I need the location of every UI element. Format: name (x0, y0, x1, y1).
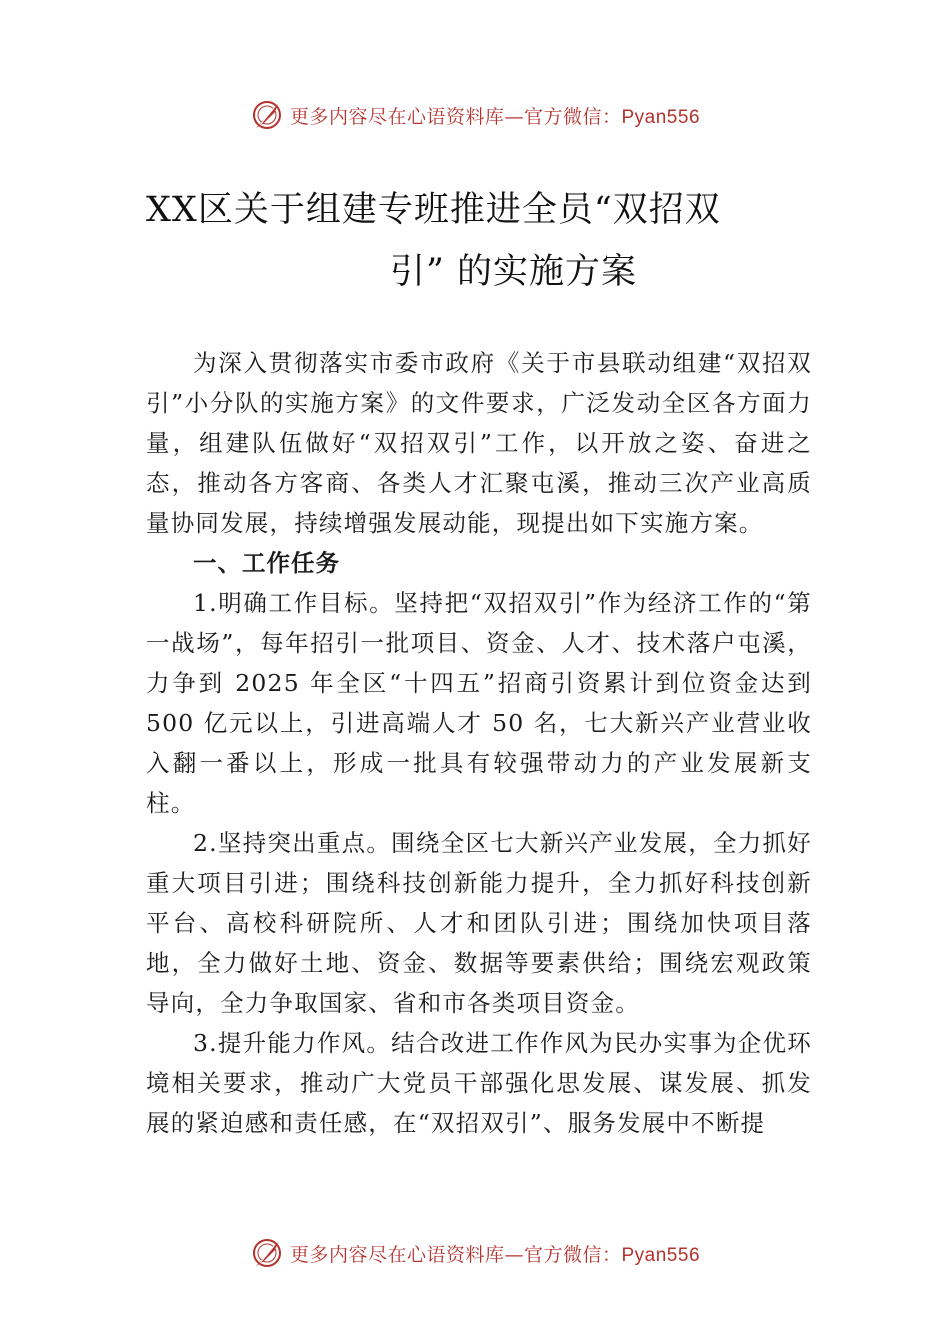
watermark-prefix: 更多内容尽在心语资料库—官方微信： (289, 105, 622, 128)
list-item: 3.提升能力作风。结合改进工作作风为民办实事为企优环境相关要求，推动广大党员干部强化思发展、谋发展、抓发展的紧迫感和责任感，在“双招双引”、服务发展中不断提 (146, 1029, 812, 1137)
section-heading: 一、工作任务 (193, 549, 340, 577)
footer-watermark (0, 1233, 950, 1273)
list-item: 1.明确工作目标。坚持把“双招双引”作为经济工作的“第一战场”，每年招引一批项目、资金、人才、技术落户屯溪，力争到 2025 年全区“十四五”招商引资累计到位资金达到 500 亿元以上，引进高端人才 50 名，七大新兴产业营业收入翻一番以上，形成一批具有较强带动力的产业发展新支柱。 (146, 589, 812, 817)
document-title-line1: XX区关于组建专班推进全员“双招双 (146, 190, 721, 230)
watermark-prefix: 更多内容尽在心语资料库—官方微信： (289, 1243, 622, 1266)
document-title-line2: 引” 的实施方案 (390, 252, 638, 292)
quill-seal-icon (250, 98, 284, 132)
quill-seal-icon (250, 1236, 284, 1270)
header-watermark (0, 95, 950, 135)
intro-paragraph: 为深入贯彻落实市委市政府《关于市县联动组建“双招双引”小分队的实施方案》的文件要求，广泛发动全区各方面力量，组建队伍做好“双招双引”工作，以开放之姿、奋进之态，推动各方客商、各类人才汇聚屯溪，推动三次产业高质量协同发展，持续增强发展动能，现提出如下实施方案。 (146, 349, 812, 537)
watermark-wechat-id: Pyan556 (621, 106, 701, 128)
list-item: 2.坚持突出重点。围绕全区七大新兴产业发展，全力抓好重大项目引进；围绕科技创新能力提升，全力抓好科技创新平台、高校科研院所、人才和团队引进；围绕加快项目落地，全力做好土地、资金、数据等要素供给；围绕宏观政策导向，全力争取国家、省和市各类项目资金。 (146, 829, 812, 1017)
watermark-wechat-id: Pyan556 (621, 1244, 701, 1266)
document-body (146, 343, 812, 1143)
